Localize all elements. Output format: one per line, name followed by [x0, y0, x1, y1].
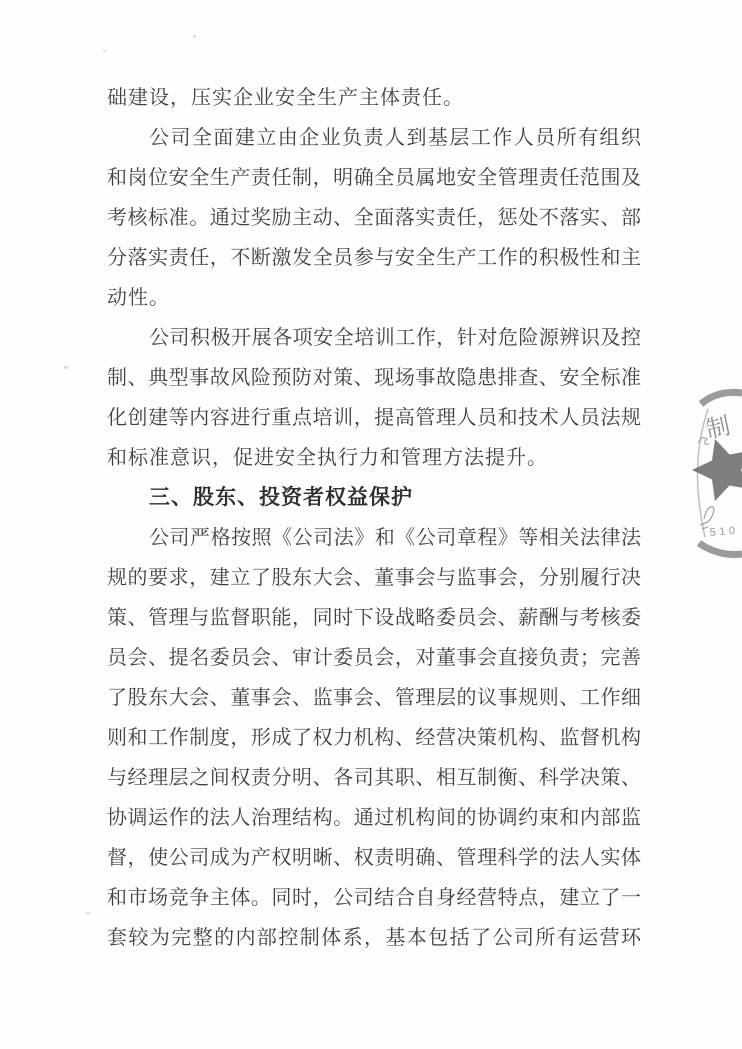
seal-stamp — [690, 383, 742, 563]
text-line: 与经理层之间权责分明、各司其职、相互制衡、科学决策、 — [107, 767, 641, 789]
scan-speck — [86, 912, 90, 914]
seal-number: 510 — [709, 524, 740, 539]
section-heading: 三、股东、投资者权益保护 — [149, 486, 413, 509]
text-line: 规的要求，建立了股东大会、董事会与监事会，分别履行决 — [107, 567, 641, 589]
scan-speck — [193, 35, 196, 38]
text-line: 制、典型事故风险预防对策、现场事故隐患排查、安全标准 — [107, 367, 641, 389]
text-line: 了股东大会、董事会、监事会、管理层的议事规则、工作细 — [107, 687, 641, 709]
text-line: 公司严格按照《公司法》和《公司章程》等相关法律法 — [149, 527, 641, 549]
seal-char: 制 — [703, 413, 733, 444]
text-line: 分落实责任，不断激发全员参与安全生产工作的积极性和主 — [107, 247, 641, 269]
text-line: 和市场竞争主体。同时，公司结合自身经营特点，建立了一 — [107, 887, 641, 909]
text-line: 和岗位安全生产责任制，明确全员属地安全管理责任范围及 — [107, 167, 641, 189]
text-line: 套较为完整的内部控制体系，基本包括了公司所有运营环 — [107, 927, 641, 949]
text-line: 督，使公司成为产权明晰、权责明确、管理科学的法人实体 — [107, 847, 641, 869]
text-line: 考核标准。通过奖励主动、全面落实责任，惩处不落实、部 — [107, 207, 641, 229]
text-line: 协调运作的法人治理结构。通过机构间的协调约束和内部监 — [107, 807, 641, 829]
text-line: 动性。 — [107, 287, 170, 309]
text-line: 公司积极开展各项安全培训工作，针对危险源辨识及控 — [149, 327, 641, 349]
text-line: 策、管理与监督职能，同时下设战略委员会、薪酬与考核委 — [107, 607, 641, 629]
text-line: 础建设，压实企业安全生产主体责任。 — [107, 87, 464, 109]
text-line: 公司全面建立由企业负责人到基层工作人员所有组织 — [149, 127, 641, 149]
seal-bottom-arc — [699, 543, 742, 555]
scan-speck — [64, 366, 68, 369]
text-line: 和标准意识，促进安全执行力和管理方法提升。 — [107, 447, 548, 469]
text-line: 则和工作制度，形成了权力机构、经营决策机构、监督机构 — [107, 727, 641, 749]
text-block — [107, 78, 641, 958]
seal-top-arc — [701, 392, 742, 404]
text-line: 化创建等内容进行重点培训，提高管理人员和技术人员法规 — [107, 407, 641, 429]
scan-speck — [103, 50, 106, 52]
text-line: 员会、提名委员会、审计委员会，对董事会直接负责；完善 — [107, 647, 641, 669]
